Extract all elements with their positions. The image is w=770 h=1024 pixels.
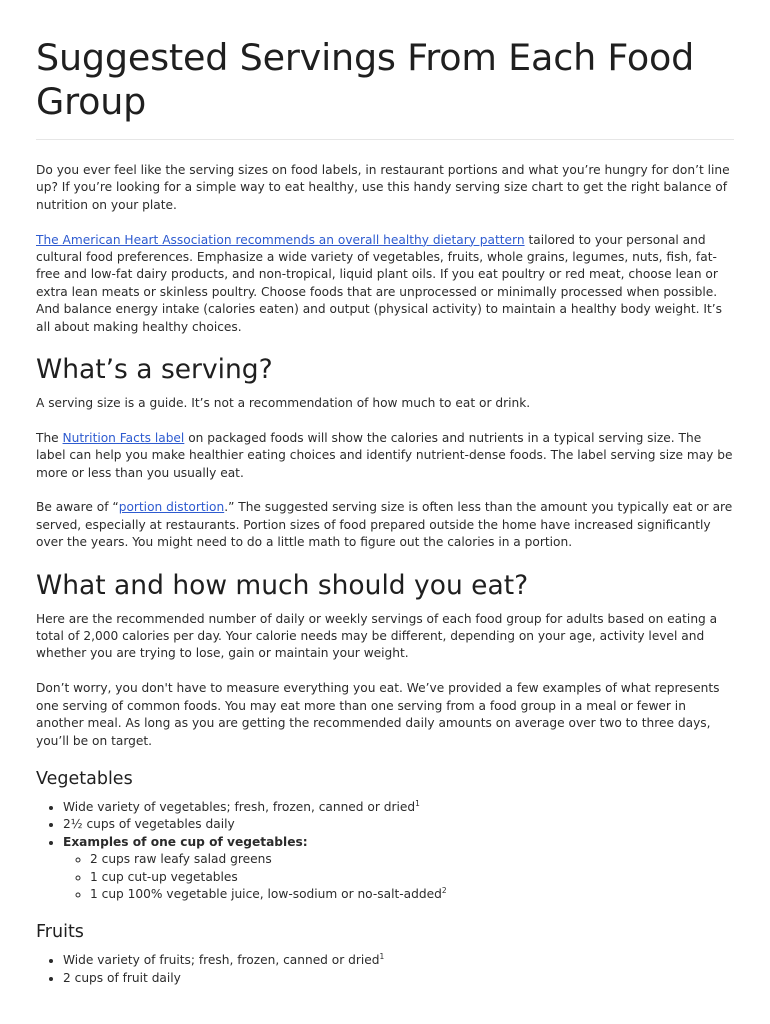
nutrition-facts-link[interactable]: Nutrition Facts label <box>62 430 185 445</box>
serving-paragraph-3-post: .” The suggested serving size is often less than the amount you typically eat or are served, especially at restaurants. Portion sizes of food prepared outside the home have increased significantly over the years. You might need to do a little math to figure out the calories in a portion. <box>36 500 733 550</box>
list-item <box>63 834 734 904</box>
serving-paragraph-2-pre: The <box>36 430 63 445</box>
serving-paragraph-2 <box>36 430 734 482</box>
list-item: • Wide variety of fruits; fresh, frozen, canned or dried$^1$ <box>63 952 734 969</box>
intro-paragraph-2 <box>36 232 734 336</box>
vegetables-list <box>36 799 734 903</box>
portion-distortion-link[interactable]: portion distortion <box>118 500 225 515</box>
how-much-paragraph-1: Here are the recommended number of daily or weekly servings of each food group for adults based on eating a total of 2,000 calories per day. Your calorie needs may be different, depending on your age, activity level and whether you are trying to lose, gain or maintain your weight. <box>36 611 718 661</box>
list-item: • 2 cups of fruit daily <box>63 970 734 987</box>
intro-paragraph-1: Do you ever feel like the serving sizes on food labels, in restaurant portions and what you’re hungry for don’t line up? If you’re looking for a simple way to eat healthy, use this handy serving size chart to get the right balance of nutrition on your plate. <box>36 163 730 212</box>
fruits-list <box>36 952 734 987</box>
page-title: Suggested Servings From Each Food Group <box>36 36 695 123</box>
serving-heading: What’s a serving? <box>36 354 273 386</box>
intro-paragraph-2-text: tailored to your personal and cultural food preferences. Emphasize a wide variety of vegetables, fruits, whole grains, legumes, nuts, fish, fat-free and low-fat dairy products, and non-tropical, liquid plant oils. If you eat poultry or red meat, choose lean or extra lean meats or skinless poultry. Choose foods that are unprocessed or minimally processed when possible. And balance energy intake (calories eaten) and output (physical activity) to maintain a healthy body weight. It’s all about making healthy choices. <box>36 232 722 334</box>
list-item: ◦ 2 cups raw leafy salad greens <box>90 851 734 868</box>
list-item: ◦ 1 cup 100% vegetable juice, low-sodium or no-salt-added$^2$ <box>90 886 734 903</box>
footnote-marker: 2 <box>441 885 447 895</box>
list-item: ◦ 1 cup cut-up vegetables <box>90 869 734 886</box>
vegetables-heading: Vegetables <box>36 768 133 789</box>
serving-paragraph-3-pre: Be aware of “ <box>36 500 119 515</box>
serving-paragraph-3 <box>36 499 734 551</box>
title-divider <box>36 139 734 140</box>
examples-label: Examples of one cup of vegetables: <box>63 834 308 849</box>
how-much-heading: What and how much should you eat? <box>36 569 529 601</box>
footnote-marker: 1 <box>415 798 420 808</box>
serving-paragraph-1: A serving size is a guide. It’s not a recommendation of how much to eat or drink. <box>36 396 531 411</box>
how-much-paragraph-2: Don’t worry, you don't have to measure everything you eat. We’ve provided a few examples of what represents one serving of common foods. You may eat more than one serving from a food group in a meal or fewer in another meal. As long as you are getting the recommended daily amounts on average over two to three days, you’ll be on target. <box>36 681 720 748</box>
aha-dietary-pattern-link[interactable]: The American Heart Association recommends an overall healthy dietary pattern <box>36 232 525 247</box>
serving-paragraph-2-post: on packaged foods will show the calories and nutrients in a typical serving size. The label can help you make healthier eating choices and identify nutrient-dense foods. The label serving size may be more or less than you usually eat. <box>36 430 733 480</box>
list-item: • Wide variety of vegetables; fresh, frozen, canned or dried$^1$ <box>63 799 734 816</box>
vegetables-examples-list <box>63 851 734 903</box>
footnote-marker: 1 <box>379 952 385 962</box>
fruits-heading: Fruits <box>36 922 84 943</box>
list-item: • 2½ cups of vegetables daily <box>63 816 734 833</box>
